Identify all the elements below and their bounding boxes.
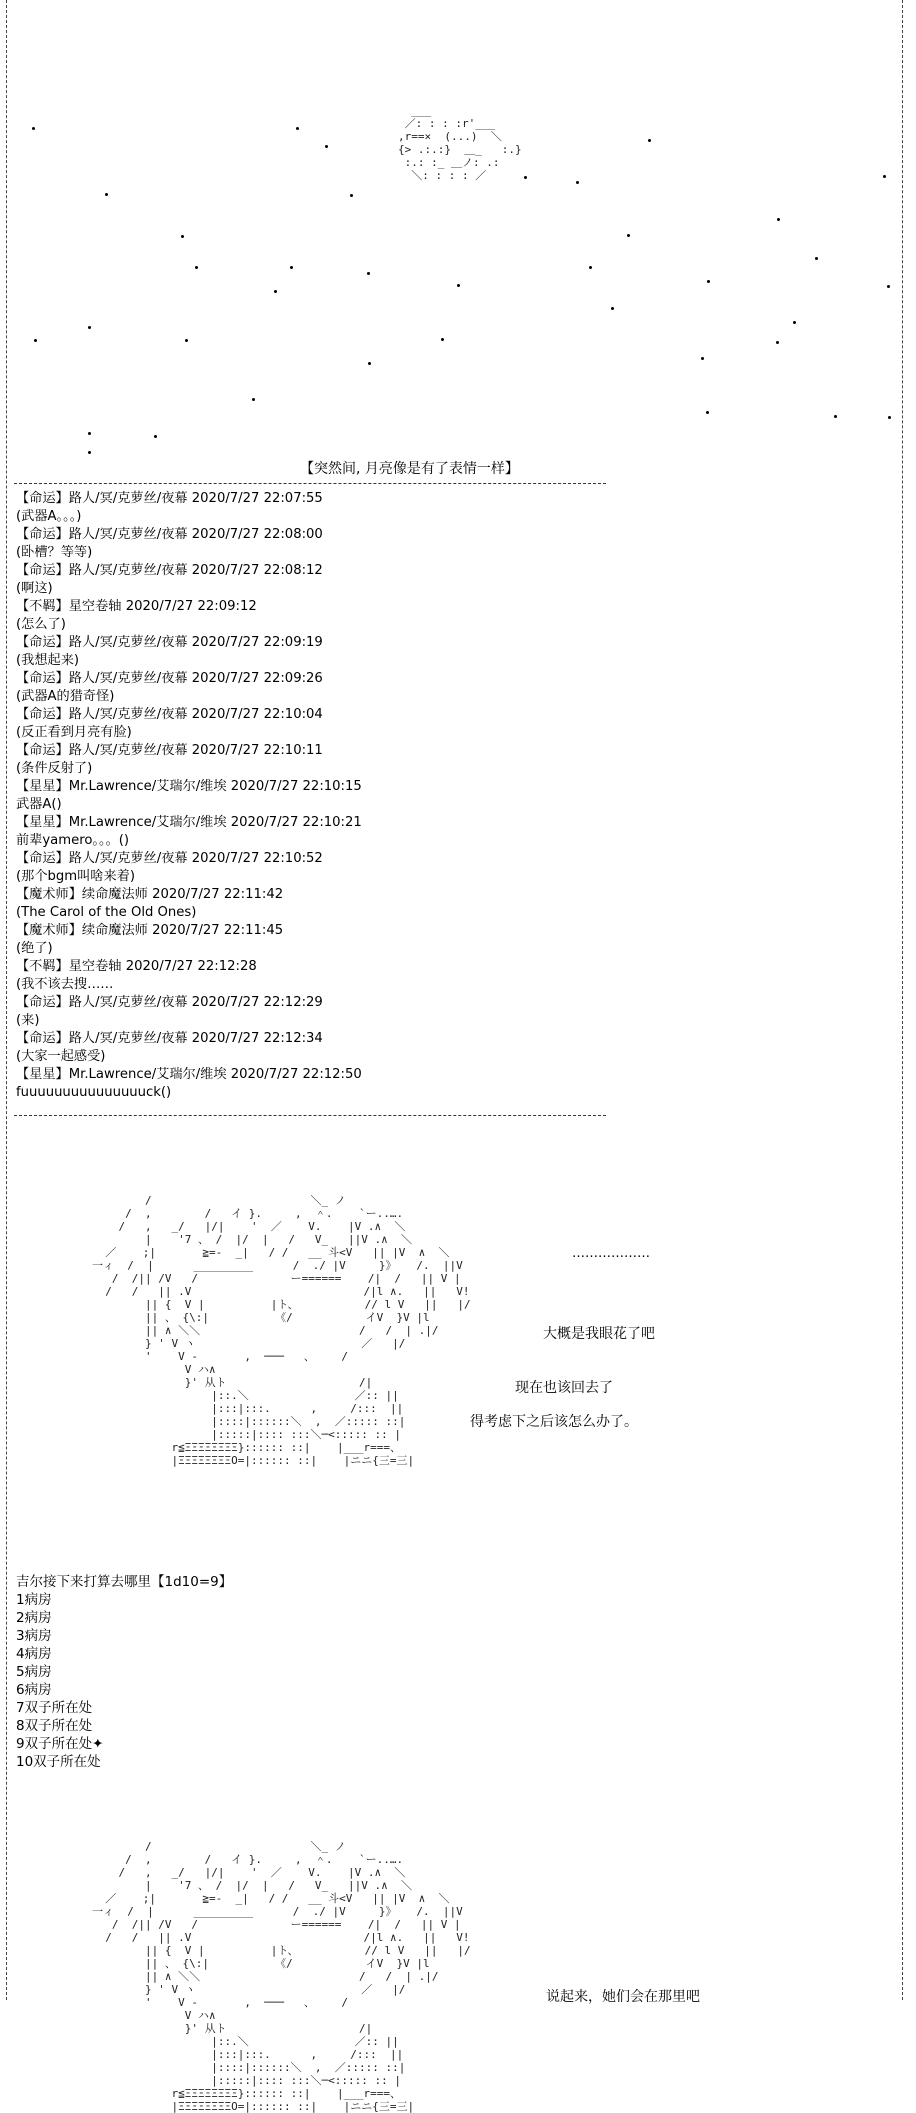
log-line: (那个bgm叫啥来着) — [16, 869, 136, 884]
log-line: 【命运】路人/冥/克萝丝/夜幕 2020/7/27 22:08:00 — [16, 527, 323, 542]
dice-roll-block — [16, 1573, 232, 1771]
log-line: 【不羁】星空卷轴 2020/7/27 22:12:28 — [16, 959, 257, 974]
log-line: 【星星】Mr.Lawrence/艾瑞尔/维埃 2020/7/27 22:12:50 — [16, 1067, 362, 1082]
log-line: 【魔术师】续命魔法师 2020/7/27 22:11:45 — [16, 923, 284, 938]
chat-log — [16, 490, 616, 1102]
log-line: fuuuuuuuuuuuuuuuck() — [16, 1085, 172, 1100]
roll-option: 6病房 — [16, 1682, 52, 1698]
log-line: 【魔术师】续命魔法师 2020/7/27 22:11:42 — [16, 887, 284, 902]
log-line: 【命运】路人/冥/克萝丝/夜幕 2020/7/27 22:08:12 — [16, 563, 323, 578]
log-line: 【命运】路人/冥/克萝丝/夜幕 2020/7/27 22:09:19 — [16, 635, 323, 650]
roll-option: 8双子所在处 — [16, 1718, 93, 1734]
dialogue-line: 现在也该回去了 — [515, 1380, 613, 1396]
ellipsis-text: ……………… — [572, 1246, 650, 1261]
log-line: 【命运】路人/冥/克萝丝/夜幕 2020/7/27 22:12:34 — [16, 1031, 323, 1046]
log-line: 前辈yamero。。。() — [16, 833, 130, 848]
log-line: 【不羁】星空卷轴 2020/7/27 22:09:12 — [16, 599, 257, 614]
log-line: (The Carol of the Old Ones) — [16, 905, 197, 920]
scene-caption: 【突然间, 月亮像是有了表情一样】 — [300, 461, 519, 477]
dialogue-line: 得考虑下之后该怎么办了。 — [470, 1414, 638, 1430]
character-art: / ＼_ ノ / , / イ }. , ＾. `ー..…. / , _/ |/| ' ／ V. |V .∧ ＼ | '7 、 / |/ | / V_ ||V .∧ ＼ ／ ;| ≧=- _| / / __ 斗<V || |V ∧ ＼ 一ィ / | _________ / ./ |V }》 /. ||V / /|| /V / ー====== /| / || V | / / || .V /|l ∧. || V! || { V | |ト、 // l V || |/ || 、 {\:| 《/ イV }V |l || ∧ ＼＼ / / | .|/ } ' V ヽ ／ |/ ' V ‐ , ─── 、 / V ハ∧ }' 从ト /| |::.＼ ／:: || |:::|:::. , /::: || |::::|::::::＼ , ／::::: ::| |:::::|:::: :::＼─<::::: :: | r≦ΞΞΞΞΞΞΞΞ}:::::: ::| |___r===、 |ΞΞΞΞΞΞΞΞΟ=|:::::: ::| |ニニ{三=三| — [92, 1194, 471, 1467]
log-line: 武器A() — [16, 797, 62, 812]
character-art-repeat: / ＼_ ノ / , / イ }. , ＾. `ー..…. / , _/ |/| ' ／ V. |V .∧ ＼ | '7 、 / |/ | / V_ ||V .∧ ＼ ／ ;| ≧=- _| / / __ 斗<V || |V ∧ ＼ 一ィ / | _________ / ./ |V }》 /. ||V / /|| /V / ー====== /| / || V | / / || .V /|l ∧. || V! || { V | |ト、 // l V || |/ || 、 {\:| 《/ イV }V |l || ∧ ＼＼ / / | .|/ } ' V ヽ ／ |/ ' V ‐ , ─── 、 / V ハ∧ }' 从ト /| |::.＼ ／:: || |:::|:::. , /::: || |::::|::::::＼ , ／::::: ::| |:::::|:::: :::＼─<::::: :: | r≦ΞΞΞΞΞΞΞΞ}:::::: ::| |___r===、 |ΞΞΞΞΞΞΞΞΟ=|:::::: ::| |ニニ{三=三| — [92, 1840, 471, 2113]
log-line: 【命运】路人/冥/克萝丝/夜幕 2020/7/27 22:09:26 — [16, 671, 323, 686]
moon-face-art: ___ ／: : : :r'___ ,r==× (...) ＼ {> .:.:} ＿_ :.} :.: :_ ＿ノ: .: ＼: : : : ／ — [398, 104, 522, 182]
separator-bottom — [14, 1115, 606, 1116]
log-line: 【星星】Mr.Lawrence/艾瑞尔/维埃 2020/7/27 22:10:15 — [16, 779, 362, 794]
log-line: 【命运】路人/冥/克萝丝/夜幕 2020/7/27 22:10:11 — [16, 743, 323, 758]
roll-option: 5病房 — [16, 1664, 52, 1680]
log-line: 【星星】Mr.Lawrence/艾瑞尔/维埃 2020/7/27 22:10:21 — [16, 815, 362, 830]
log-line: 【命运】路人/冥/克萝丝/夜幕 2020/7/27 22:10:52 — [16, 851, 323, 866]
roll-option: 9双子所在处✦ — [16, 1736, 104, 1752]
log-line: (啊这) — [16, 581, 53, 596]
log-line: (怎么了) — [16, 617, 66, 632]
dialogue-line: 大概是我眼花了吧 — [543, 1326, 655, 1342]
log-line: (武器A的猎奇怪) — [16, 689, 115, 704]
separator-top — [14, 483, 606, 484]
dialogue-line: 说起来，她们会在那里吧 — [546, 1989, 700, 2005]
log-line: (我不该去搜…… — [16, 977, 114, 992]
log-line: (卧槽？等等) — [16, 545, 93, 560]
log-line: 【命运】路人/冥/克萝丝/夜幕 2020/7/27 22:07:55 — [16, 491, 323, 506]
log-line: (大家一起感受) — [16, 1049, 106, 1064]
log-line: 【命运】路人/冥/克萝丝/夜幕 2020/7/27 22:10:04 — [16, 707, 323, 722]
roll-option: 1病房 — [16, 1592, 52, 1608]
roll-option: 2病房 — [16, 1610, 52, 1626]
roll-option: 7双子所在处 — [16, 1700, 93, 1716]
log-line: (来) — [16, 1013, 40, 1028]
right-frame-border — [902, 0, 903, 2000]
left-frame-border — [6, 0, 7, 2000]
roll-option: 10双子所在处 — [16, 1754, 101, 1770]
log-line: (武器A。。。) — [16, 509, 82, 524]
roll-title: 吉尔接下来打算去哪里【1d10=9】 — [16, 1574, 233, 1590]
roll-option: 4病房 — [16, 1646, 52, 1662]
roll-option: 3病房 — [16, 1628, 52, 1644]
log-line: (我想起来) — [16, 653, 80, 668]
log-line: (反正看到月亮有脸) — [16, 725, 132, 740]
log-line: (条件反射了) — [16, 761, 93, 776]
log-line: (绝了) — [16, 941, 53, 956]
log-line: 【命运】路人/冥/克萝丝/夜幕 2020/7/27 22:12:29 — [16, 995, 323, 1010]
